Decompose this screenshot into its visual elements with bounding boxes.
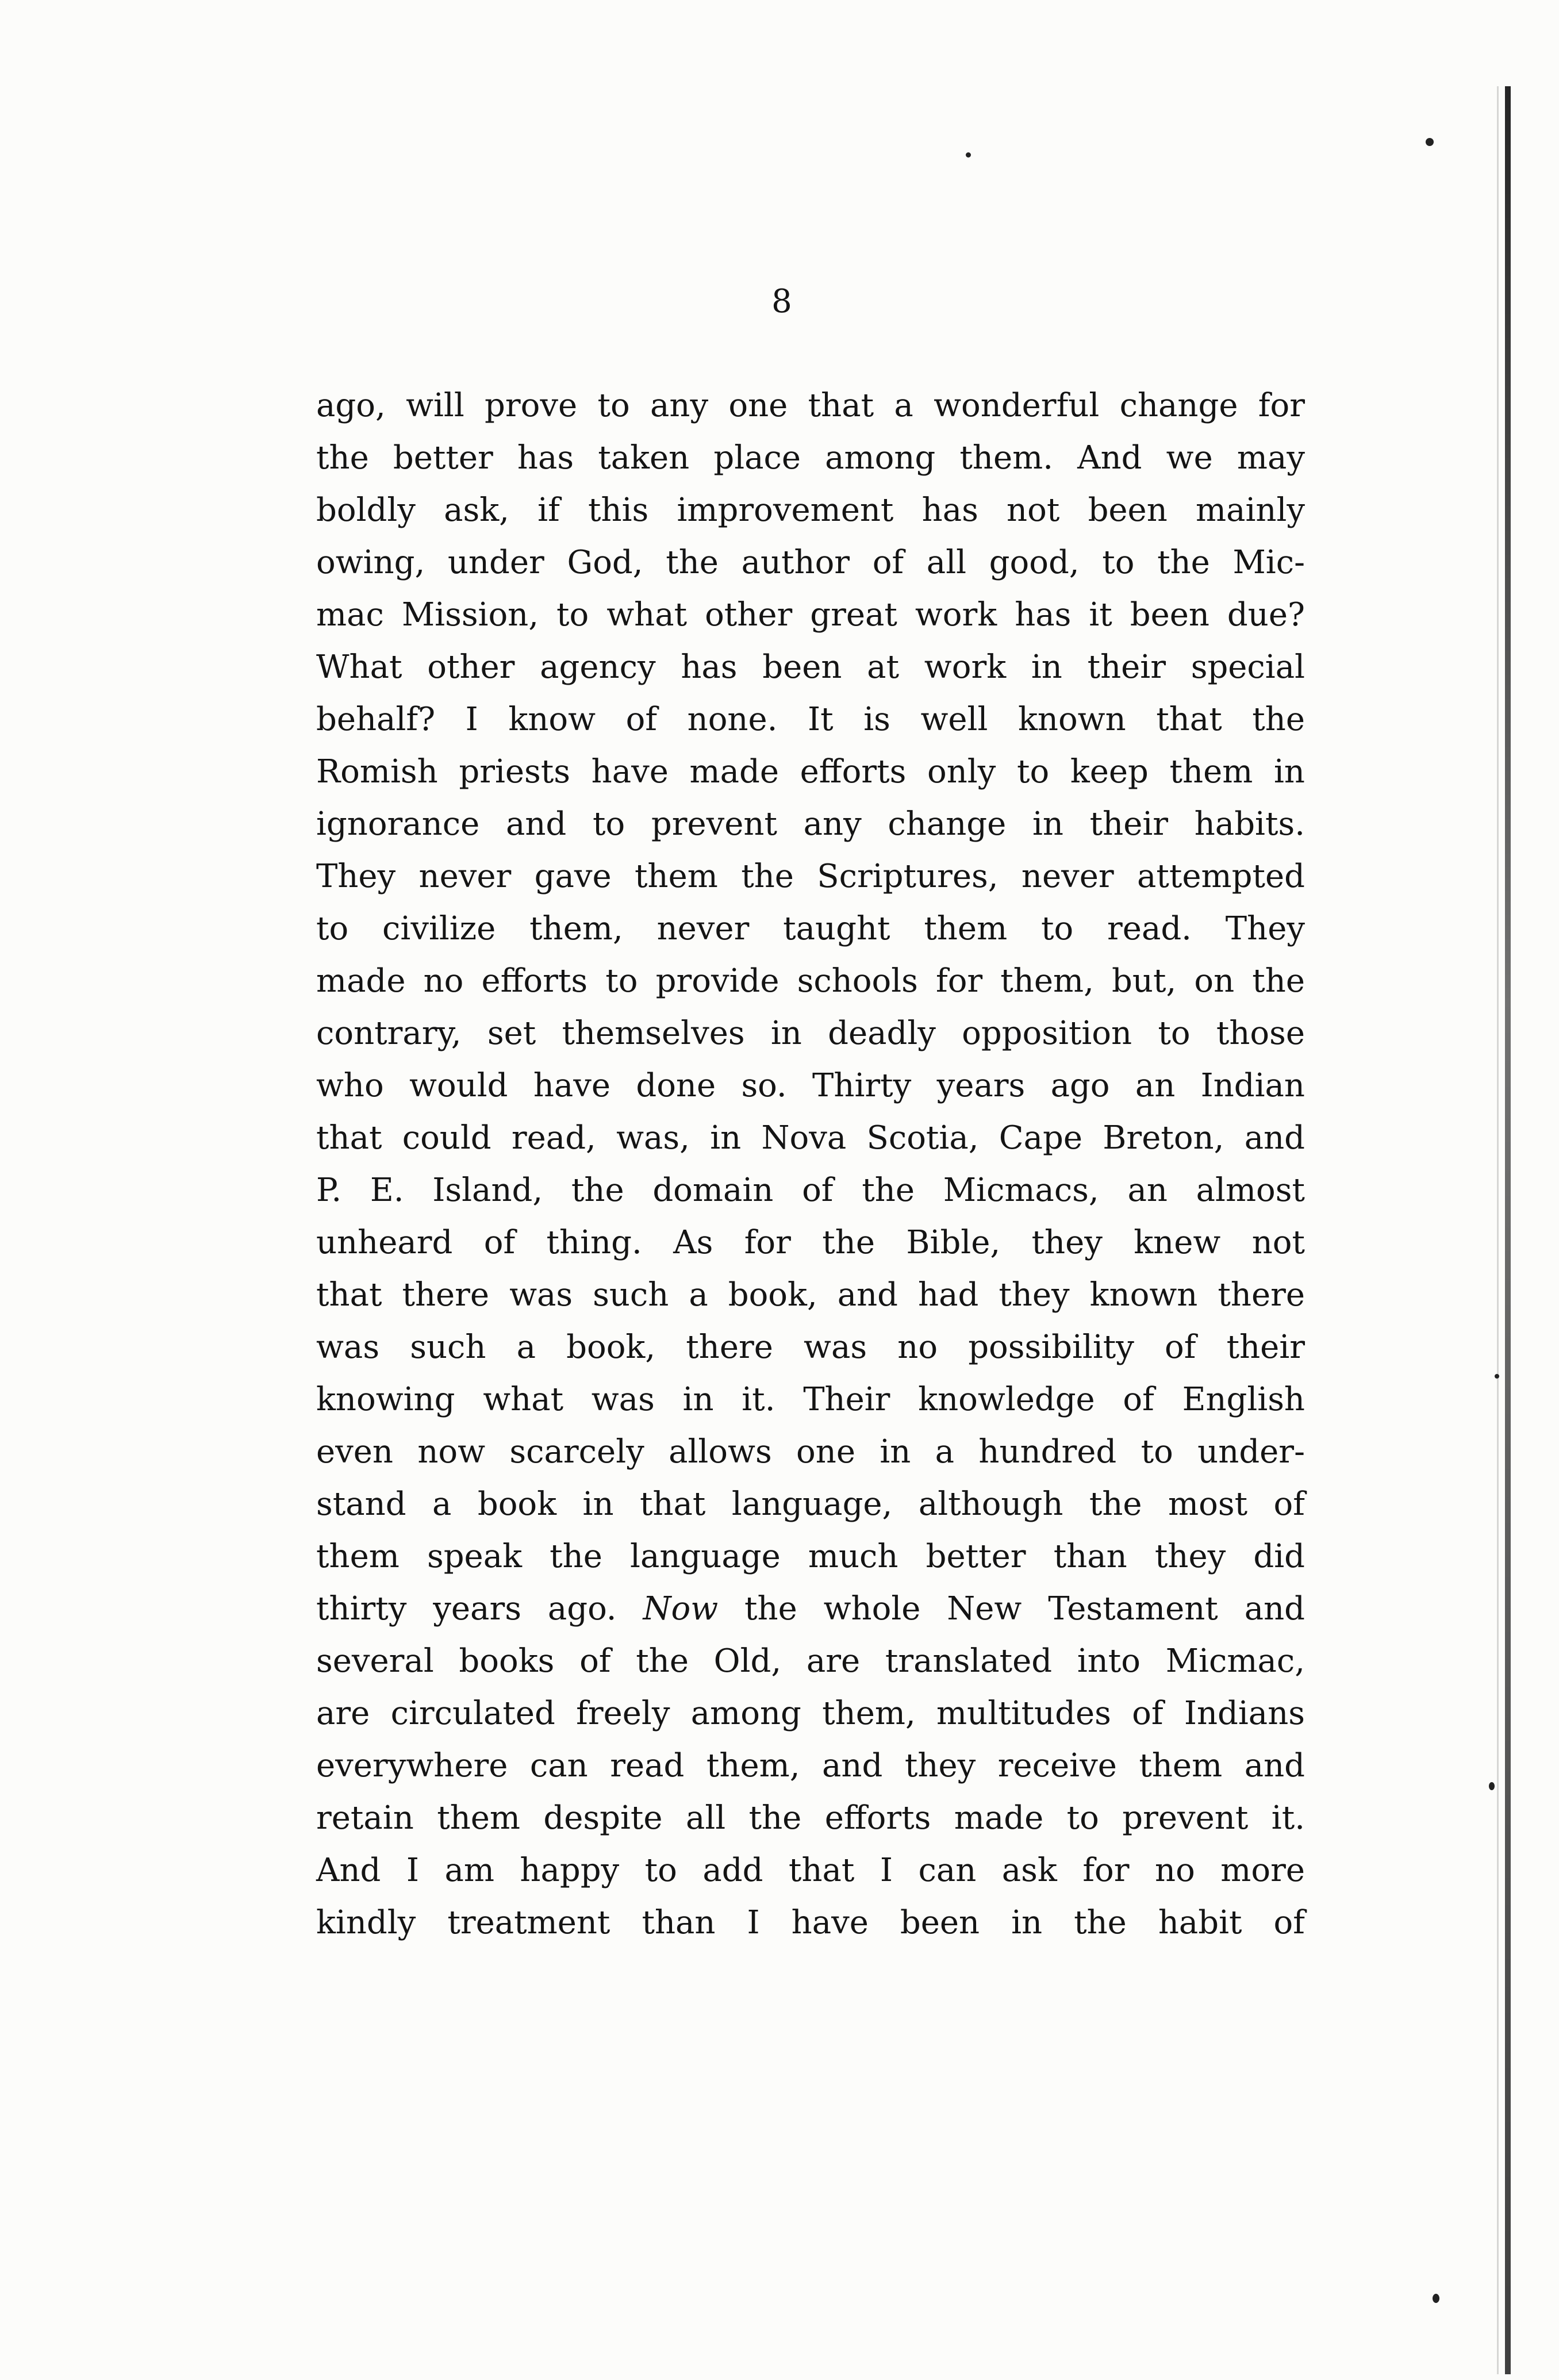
text-line: mac Mission, to what other great work has it been due? <box>316 596 1305 634</box>
text-line: kindly treatment than I have been in the habit of <box>316 1904 1305 1941</box>
italic-word: Now <box>643 1590 719 1627</box>
text-line: contrary, set themselves in deadly opposition to those <box>316 1015 1305 1052</box>
text-line: that there was such a book, and had they known there <box>316 1276 1305 1314</box>
text-line: They never gave them the Scriptures, never attempted <box>316 858 1305 895</box>
ink-speck <box>1426 138 1434 146</box>
text-line: them speak the language much better than they did <box>316 1538 1305 1575</box>
text-line: made no efforts to provide schools for them, but, on the <box>316 962 1305 1000</box>
scan-shadow <box>1497 86 1499 2374</box>
text-line: boldly ask, if this improvement has not been mainly <box>316 492 1305 529</box>
text-line: even now scarcely allows one in a hundred to under- <box>316 1433 1305 1471</box>
text-line: to civilize them, never taught them to read. They <box>316 910 1305 947</box>
text-line: owing, under God, the author of all good, to the Mic- <box>316 544 1305 581</box>
page-number: 8 <box>771 283 792 320</box>
ink-speck <box>1433 2294 1439 2303</box>
text-line: ignorance and to prevent any change in their habits. <box>316 805 1305 843</box>
text-line: the better has taken place among them. And we may <box>316 439 1305 477</box>
ink-speck <box>1495 1374 1499 1379</box>
text-line: was such a book, there was no possibility of their <box>316 1329 1305 1366</box>
text-line: ago, will prove to any one that a wonderful change for <box>316 387 1305 424</box>
text-fragment: the whole New Testament and <box>718 1590 1305 1627</box>
text-line: Romish priests have made efforts only to keep them in <box>316 753 1305 790</box>
text-line: And I am happy to add that I can ask for no more <box>316 1852 1305 1889</box>
body-text <box>316 379 1305 1949</box>
text-line: stand a book in that language, although the most of <box>316 1485 1305 1523</box>
text-line: behalf? I know of none. It is well known that the <box>316 701 1305 738</box>
text-line: knowing what was in it. Their knowledge of English <box>316 1381 1305 1418</box>
text-line: What other agency has been at work in their special <box>316 648 1305 686</box>
text-line: several books of the Old, are translated into Micmac, <box>316 1642 1305 1680</box>
text-line: retain them despite all the efforts made to prevent it. <box>316 1799 1305 1837</box>
text-line-with-italic <box>316 1583 1305 1635</box>
ink-speck <box>966 152 971 158</box>
page-edge-shadow <box>1505 86 1511 2374</box>
text-line: P. E. Island, the domain of the Micmacs, an almost <box>316 1172 1305 1209</box>
text-line: that could read, was, in Nova Scotia, Cape Breton, and <box>316 1119 1305 1157</box>
text-line: who would have done so. Thirty years ago an Indian <box>316 1067 1305 1104</box>
ink-speck <box>1489 1782 1495 1790</box>
text-fragment: thirty years ago. <box>316 1590 643 1627</box>
text-line: everywhere can read them, and they receive them and <box>316 1747 1305 1784</box>
text-line: are circulated freely among them, multitudes of Indians <box>316 1695 1305 1732</box>
text-line: unheard of thing. As for the Bible, they knew not <box>316 1224 1305 1261</box>
